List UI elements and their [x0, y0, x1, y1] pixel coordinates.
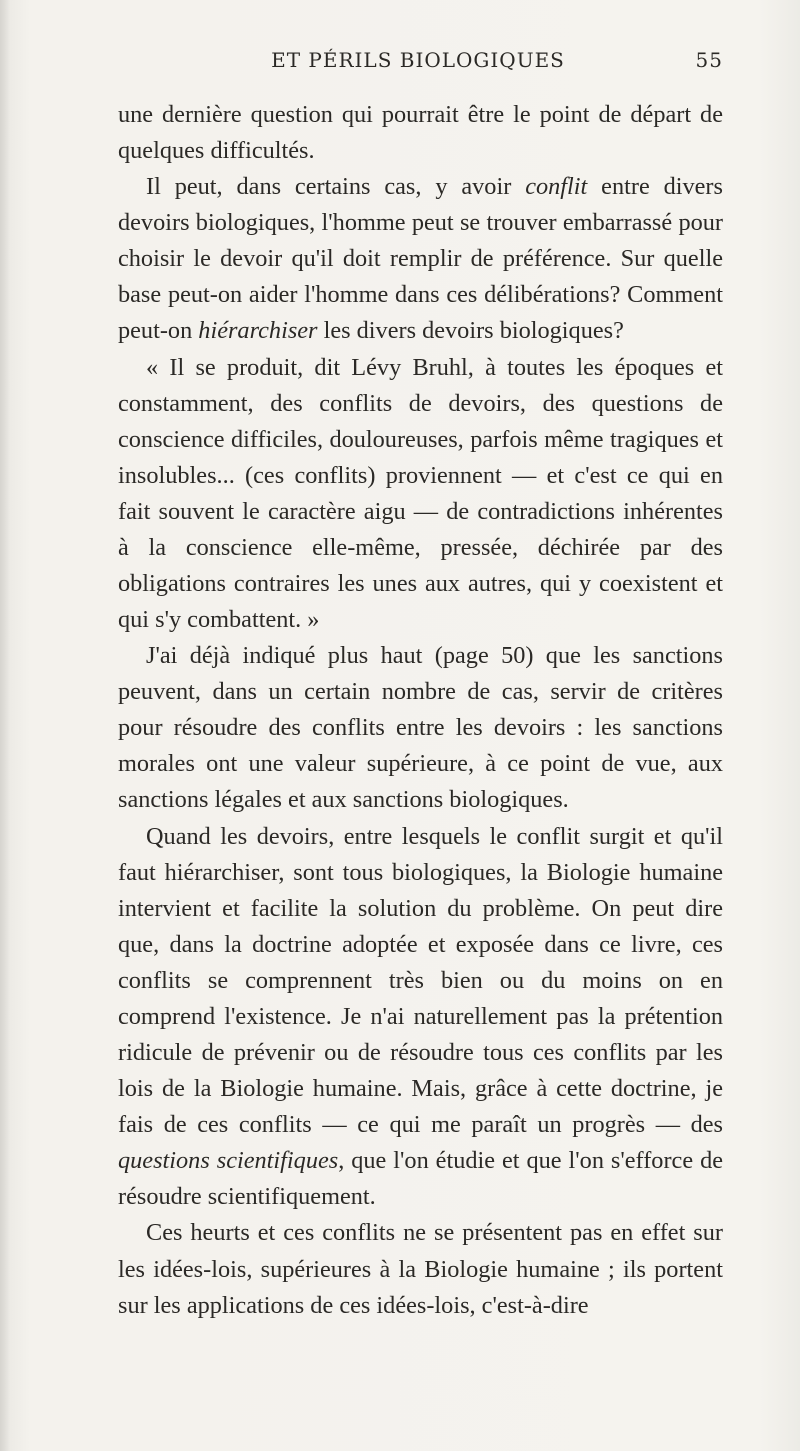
- paragraph-1: une dernière question qui pourrait être le point de départ de quelques difficultés.: [118, 101, 723, 165]
- paragraph-6: Ces heurts et ces conflits ne se présentent pas en effet sur les idées-lois, supérieures à la Biologie humaine ; ils portent sur les applications de ces idées-lois, c'est-à-dire: [118, 1219, 723, 1319]
- page-spine-shadow: [0, 0, 10, 1451]
- paragraph-5-text-a: Quand les devoirs, entre lesquels le conflit surgit et qu'il faut hiérarchiser, sont tous biologiques, la Biologie humaine intervient et facilite la solution du problème. On peut dire que, dans la doctrine adoptée et exposée dans ce livre, ces conflits se comprennent très bien ou du moins on en comprend l'existence. Je n'ai naturellement pas la prétention ridicule de prévenir ou de résoudre tous ces conflits par les lois de la Biologie humaine. Mais, grâce à cette doctrine, je fais de ces conflits — ce qui me paraît un progrès — des: [118, 822, 723, 1139]
- page-number: 55: [695, 48, 723, 72]
- paragraph-2: [118, 169, 723, 349]
- emphasis-hierarchiser: hiérarchiser: [198, 317, 318, 345]
- emphasis-questions-scientifiques: questions scientifiques: [118, 1147, 339, 1175]
- emphasis-conflit: conflit: [525, 173, 588, 201]
- page-header: [118, 48, 723, 78]
- paragraph-2-text-a: Il peut, dans certains cas, y avoir: [146, 173, 526, 201]
- paragraph-5-text-b: , que l'on étudie et que l'on s'efforce de résoudre scientifiquement.: [118, 1147, 723, 1211]
- body-text: [118, 97, 723, 1324]
- paragraph-2-text-b: entre divers devoirs biologiques, l'homme peut se trouver embarrassé pour choisir le devoir qu'il doit remplir de préférence. Sur quelle base peut-on aider l'homme dans ces délibérations? Comment peut-on: [118, 173, 723, 345]
- paragraph-4: J'ai déjà indiqué plus haut (page 50) que les sanctions peuvent, dans un certain nombre de cas, servir de critères pour résoudre des conflits entre les devoirs : les sanctions morales ont une valeur supérieure, à ce point de vue, aux sanctions légales et aux sanctions biologiques.: [118, 642, 723, 814]
- paragraph-2-text-c: les divers devoirs biologiques?: [317, 317, 624, 345]
- paragraph-5: [118, 819, 723, 1216]
- paragraph-3-quotation: « Il se produit, dit Lévy Bruhl, à toutes les époques et constamment, des conflits de devoirs, des questions de conscience difficiles, douloureuses, parfois même tragiques et insolubles... (ces conflits) proviennent — et c'est ce qui en fait souvent le caractère aigu — de contradictions inhérentes à la conscience elle-même, pressée, déchirée par des obligations contraires les unes aux autres, qui y coexistent et qui s'y combattent. »: [118, 353, 723, 634]
- running-head: ET PÉRILS BIOLOGIQUES: [271, 48, 565, 72]
